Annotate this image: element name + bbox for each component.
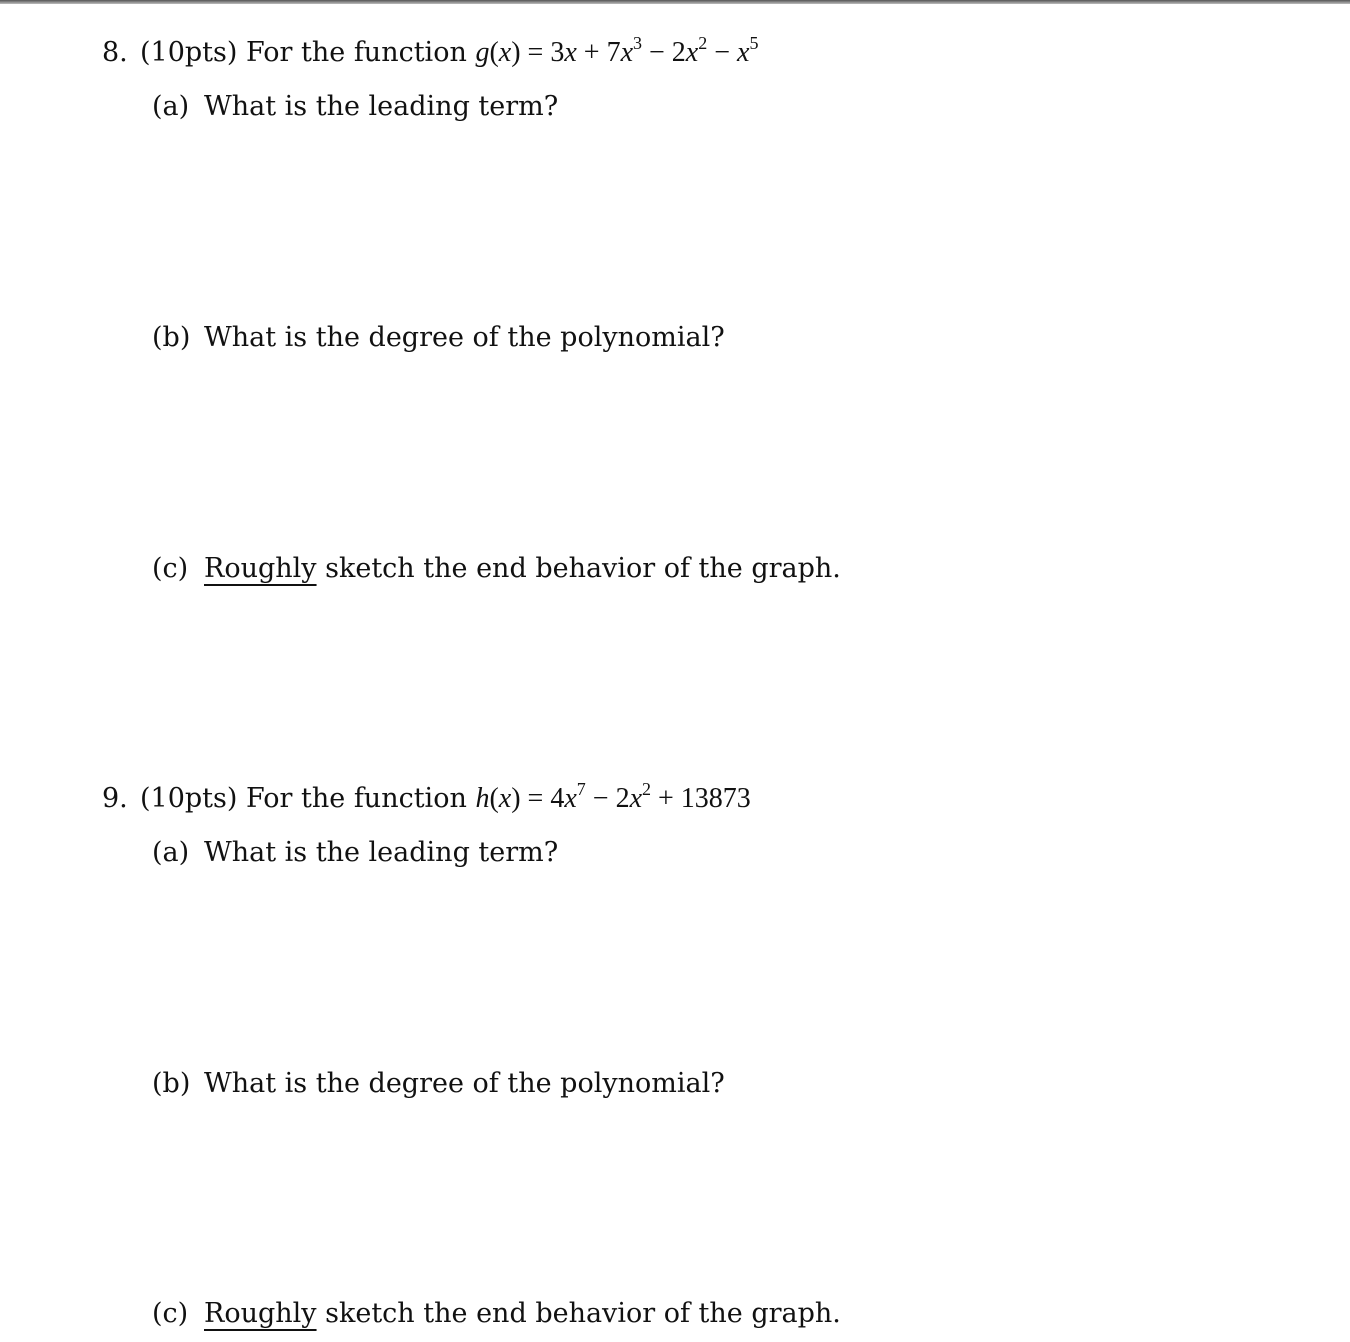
underlined-word: Roughly [204,1298,317,1329]
question-number: 8. [102,37,128,68]
question-points: (10pts) [140,783,238,814]
part-text: sketch the end behavior of the graph. [325,553,841,584]
part-label: (a) [152,837,190,868]
question-8-heading [102,33,759,70]
function-expression: $h(x) = 4x^7 - 2x^2 + 13873$ [475,779,751,814]
part-label: (b) [152,322,191,353]
page-top-border [0,0,1350,4]
question-9-part-b [152,1067,725,1101]
part-text: What is the degree of the polynomial? [204,1068,725,1099]
question-9-part-c [152,1297,841,1331]
question-intro: For the function [246,37,467,68]
question-9-part-a [152,836,558,870]
part-label: (b) [152,1068,191,1099]
question-number: 9. [102,783,128,814]
function-expression: $g(x) = 3x + 7x^3 - 2x^2 - x^5$ [475,33,759,68]
part-label: (a) [152,91,190,122]
question-8-part-a [152,90,558,124]
question-8-part-c [152,552,841,586]
part-text: sketch the end behavior of the graph. [325,1298,841,1329]
question-points: (10pts) [140,37,238,68]
part-label: (c) [152,553,189,584]
part-text: What is the leading term? [204,837,559,868]
underlined-word: Roughly [204,553,317,584]
question-8-part-b [152,321,725,355]
question-9-heading [102,779,751,816]
part-text: What is the degree of the polynomial? [204,322,725,353]
part-label: (c) [152,1298,189,1329]
part-text: What is the leading term? [204,91,559,122]
question-intro: For the function [246,783,467,814]
